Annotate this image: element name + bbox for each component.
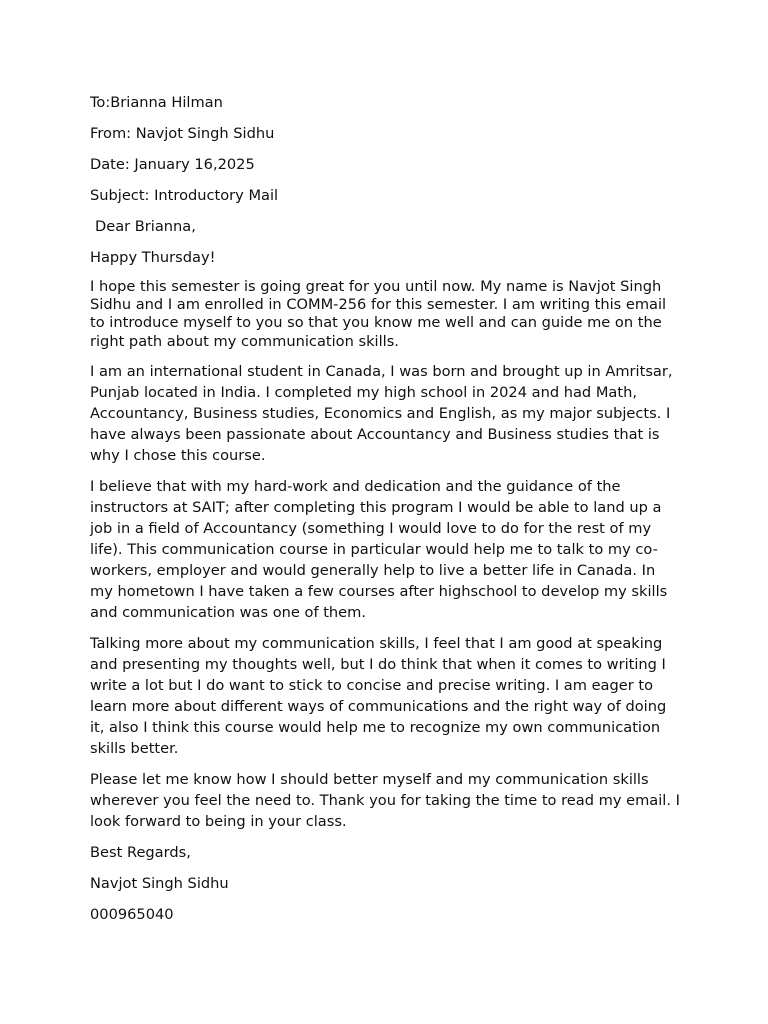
paragraph-skills: Talking more about my communication skills, I feel that I am good at speaking and presenting my thoughts well, but I do think that when it comes to writing I write a lot but I do want to stick to concise and precise writing. I am eager to learn more about different ways of communications and the right way of doing it, also I think this course would help me to recognize my own communication skills better. (90, 634, 667, 757)
paragraph-goals: I believe that with my hard-work and dedication and the guidance of the instructors at SAIT; after completing this program I would be able to land up a job in a field of Accountancy (something I would love to do for the rest of my life). This communication course in particular would help me to talk to my co-workers, employer and would generally help to live a better life in Canada. In my hometown I have taken a few courses after highschool to develop my skills and communication was one of them. (90, 477, 668, 621)
student-id: 000965040 (90, 905, 174, 923)
from-line: From: Navjot Singh Sidhu (90, 125, 275, 142)
greeting: Dear Brianna, (95, 218, 196, 235)
email-letter (90, 92, 682, 935)
sender-name: Navjot Singh Sidhu (90, 874, 229, 892)
to-line: To:Brianna Hilman (90, 94, 223, 111)
paragraph-intro: I hope this semester is going great for you until now. My name is Navjot Singh Sidhu and I am enrolled in COMM-256 for this semester. I am writing this email to introduce myself to you so that you know me well and can guide me on the right path about my communication skills. (90, 278, 667, 350)
date-line: Date: January 16,2025 (90, 156, 255, 173)
paragraph-background: I am an international student in Canada, I was born and brought up in Amritsar, Punjab located in India. I completed my high school in 2024 and had Math, Accountancy, Business studies, Economics and English, as my major subjects. I have always been passionate about Accountancy and Business studies that is why I chose this course. (90, 362, 673, 464)
opening-line: Happy Thursday! (90, 249, 216, 266)
signoff: Best Regards, (90, 843, 191, 861)
paragraph-request: Please let me know how I should better myself and my communication skills wherever you feel the need to. Thank you for taking the time to read my email. I look forward to being in your class. (90, 770, 680, 830)
subject-line: Subject: Introductory Mail (90, 187, 279, 204)
